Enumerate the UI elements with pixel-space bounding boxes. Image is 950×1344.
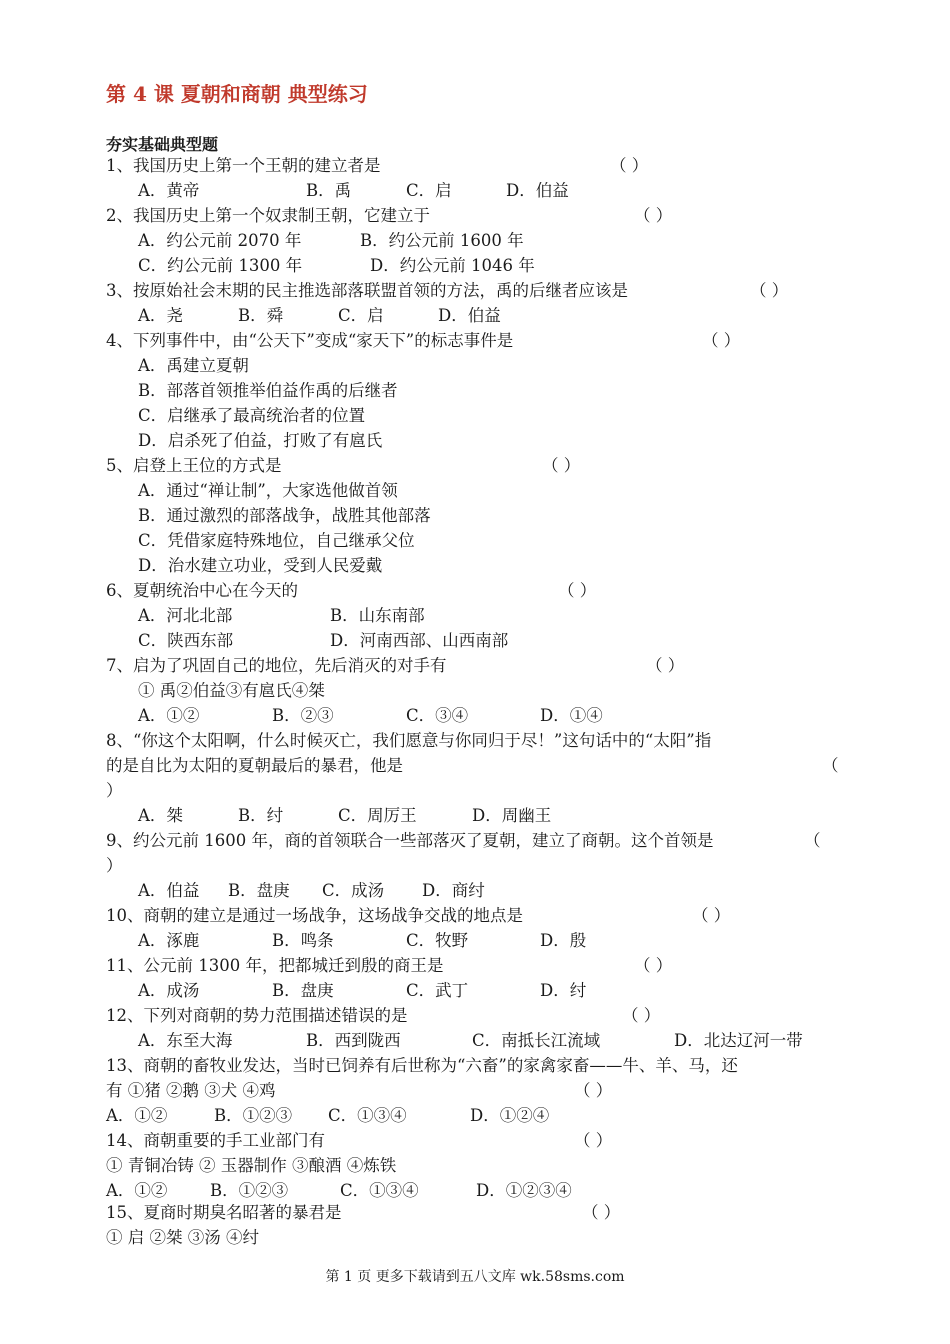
question-5-option-d: D．治水建立功业，受到人民爱戴 [138,556,383,575]
page-footer: 第 1 页 更多下载请到五八文库 wk.58sms.com [325,1269,625,1285]
question-7-items: ① 禹②伯益③有扈氏④桀 [138,681,325,700]
question-2-option-b: B．约公元前 1600 年 [360,231,524,250]
question-5-answer-blank: （ ） [542,456,581,475]
question-8-option-b: B．纣 [238,806,284,825]
question-1-option-d: D．伯益 [506,181,569,200]
question-4-stem: 4、下列事件中，由“公天下”变成“家天下”的标志事件是 [106,331,514,350]
question-3-option-c: C．启 [338,306,384,325]
question-8-answer-blank-open: （ [822,756,839,775]
question-13-stem-line-1: 13、商朝的畜牧业发达，当时已饲养有后世称为“六畜”的家禽家畜——牛、羊、马，还 [106,1056,738,1075]
section-heading: 夯实基础典型题 [106,135,219,154]
page-title: 第 4 课 夏朝和商朝 典型练习 [106,82,368,106]
question-1-option-b: B．禹 [306,181,352,200]
question-7-option-b: B．②③ [272,706,334,725]
question-15-items: ① 启 ②桀 ③汤 ④纣 [106,1228,259,1247]
question-12-option-d: D．北达辽河一带 [674,1031,803,1050]
question-14-option-d: D．①②③④ [476,1181,572,1200]
question-5-option-c: C．凭借家庭特殊地位，自己继承父位 [138,531,415,550]
question-14-option-c: C．①③④ [340,1181,419,1200]
question-7-option-a: A．①② [138,706,200,725]
question-13-answer-blank: （ ） [574,1081,613,1100]
question-14-option-b: B．①②③ [210,1181,289,1200]
question-9-option-c: C．成汤 [322,881,385,900]
question-14-stem: 14、商朝重要的手工业部门有 [106,1131,325,1150]
question-12-answer-blank: （ ） [622,1006,661,1025]
question-8-stem-line-1: 8、“你这个太阳啊，什么时候灭亡，我们愿意与你同归于尽！”这句话中的“太阳”指 [106,731,712,750]
question-12-stem: 12、下列对商朝的势力范围描述错误的是 [106,1006,408,1025]
question-2-option-a: A．约公元前 2070 年 [138,231,302,250]
question-9-stem: 9、约公元前 1600 年，商的首领联合一些部落灭了夏朝，建立了商朝。这个首领是 [106,831,714,850]
question-12-option-b: B．西到陇西 [306,1031,401,1050]
question-6-answer-blank: （ ） [558,581,597,600]
question-4-answer-blank: （ ） [702,331,741,350]
question-9-option-d: D．商纣 [422,881,485,900]
question-3-answer-blank: （ ） [750,281,789,300]
question-7-option-c: C．③④ [406,706,469,725]
question-8-option-d: D．周幽王 [472,806,552,825]
question-9-option-b: B．盘庚 [228,881,290,900]
question-12-option-c: C．南抵长江流域 [472,1031,601,1050]
question-2-option-d: D．约公元前 1046 年 [370,256,535,275]
question-3-option-a: A．尧 [138,306,183,325]
question-1-answer-blank: （ ） [610,156,649,175]
question-14-answer-blank: （ ） [574,1131,613,1150]
question-7-answer-blank: （ ） [646,656,685,675]
question-2-stem: 2、我国历史上第一个奴隶制王朝，它建立于 [106,206,430,225]
question-7-option-d: D．①④ [540,706,603,725]
question-10-option-c: C．牧野 [406,931,469,950]
question-11-option-b: B．盘庚 [272,981,334,1000]
question-6-option-d: D．河南西部、山西南部 [330,631,509,650]
question-5-stem: 5、启登上王位的方式是 [106,456,282,475]
question-11-option-c: C．武丁 [406,981,469,1000]
question-8-stem-line-2: 的是自比为太阳的夏朝最后的暴君，他是 [106,756,403,775]
question-10-option-a: A．涿鹿 [138,931,200,950]
question-10-answer-blank: （ ） [692,906,731,925]
question-1-option-a: A．黄帝 [138,181,200,200]
question-13-option-b: B．①②③ [214,1106,293,1125]
question-4-option-b: B．部落首领推举伯益作禹的后继者 [138,381,398,400]
question-9-option-a: A．伯益 [138,881,200,900]
question-9-answer-blank-close: ） [106,856,123,875]
question-4-option-d: D．启杀死了伯益，打败了有扈氏 [138,431,383,450]
question-3-option-d: D．伯益 [438,306,501,325]
question-10-stem: 10、商朝的建立是通过一场战争，这场战争交战的地点是 [106,906,523,925]
question-5-option-a: A．通过“禅让制”，大家选他做首领 [138,481,398,500]
question-10-option-d: D．殷 [540,931,587,950]
question-2-answer-blank: （ ） [634,206,673,225]
question-11-option-d: D．纣 [540,981,587,1000]
question-10-option-b: B．鸣条 [272,931,334,950]
question-14-option-a: A．①② [106,1181,168,1200]
question-11-answer-blank: （ ） [634,956,673,975]
question-14-items: ① 青铜冶铸 ② 玉器制作 ③酿酒 ④炼铁 [106,1156,397,1175]
question-1-stem: 1、我国历史上第一个王朝的建立者是 [106,156,381,175]
question-3-option-b: B．舜 [238,306,284,325]
question-15-stem: 15、夏商时期臭名昭著的暴君是 [106,1203,342,1222]
question-13-stem-line-2: 有 ①猪 ②鹅 ③犬 ④鸡 [106,1081,276,1100]
question-12-option-a: A．东至大海 [138,1031,233,1050]
question-9-answer-blank-open: （ [804,831,821,850]
question-11-stem: 11、公元前 1300 年，把都城迁到殷的商王是 [106,956,444,975]
question-15-answer-blank: （ ） [582,1203,621,1222]
question-1-option-c: C．启 [406,181,452,200]
question-13-option-d: D．①②④ [470,1106,550,1125]
question-6-option-a: A．河北北部 [138,606,233,625]
question-11-option-a: A．成汤 [138,981,200,1000]
question-6-option-c: C．陕西东部 [138,631,234,650]
question-6-stem: 6、夏朝统治中心在今天的 [106,581,298,600]
question-4-option-c: C．启继承了最高统治者的位置 [138,406,366,425]
question-13-option-a: A．①② [106,1106,168,1125]
question-8-answer-blank-close: ） [106,781,123,800]
question-4-option-a: A．禹建立夏朝 [138,356,249,375]
question-5-option-b: B．通过激烈的部落战争，战胜其他部落 [138,506,431,525]
question-2-option-c: C．约公元前 1300 年 [138,256,303,275]
question-13-option-c: C．①③④ [328,1106,407,1125]
question-3-stem: 3、按原始社会末期的民主推选部落联盟首领的方法，禹的后继者应该是 [106,281,628,300]
question-7-stem: 7、启为了巩固自己的地位，先后消灭的对手有 [106,656,447,675]
question-6-option-b: B．山东南部 [330,606,425,625]
question-8-option-a: A．桀 [138,806,183,825]
question-8-option-c: C．周厉王 [338,806,417,825]
